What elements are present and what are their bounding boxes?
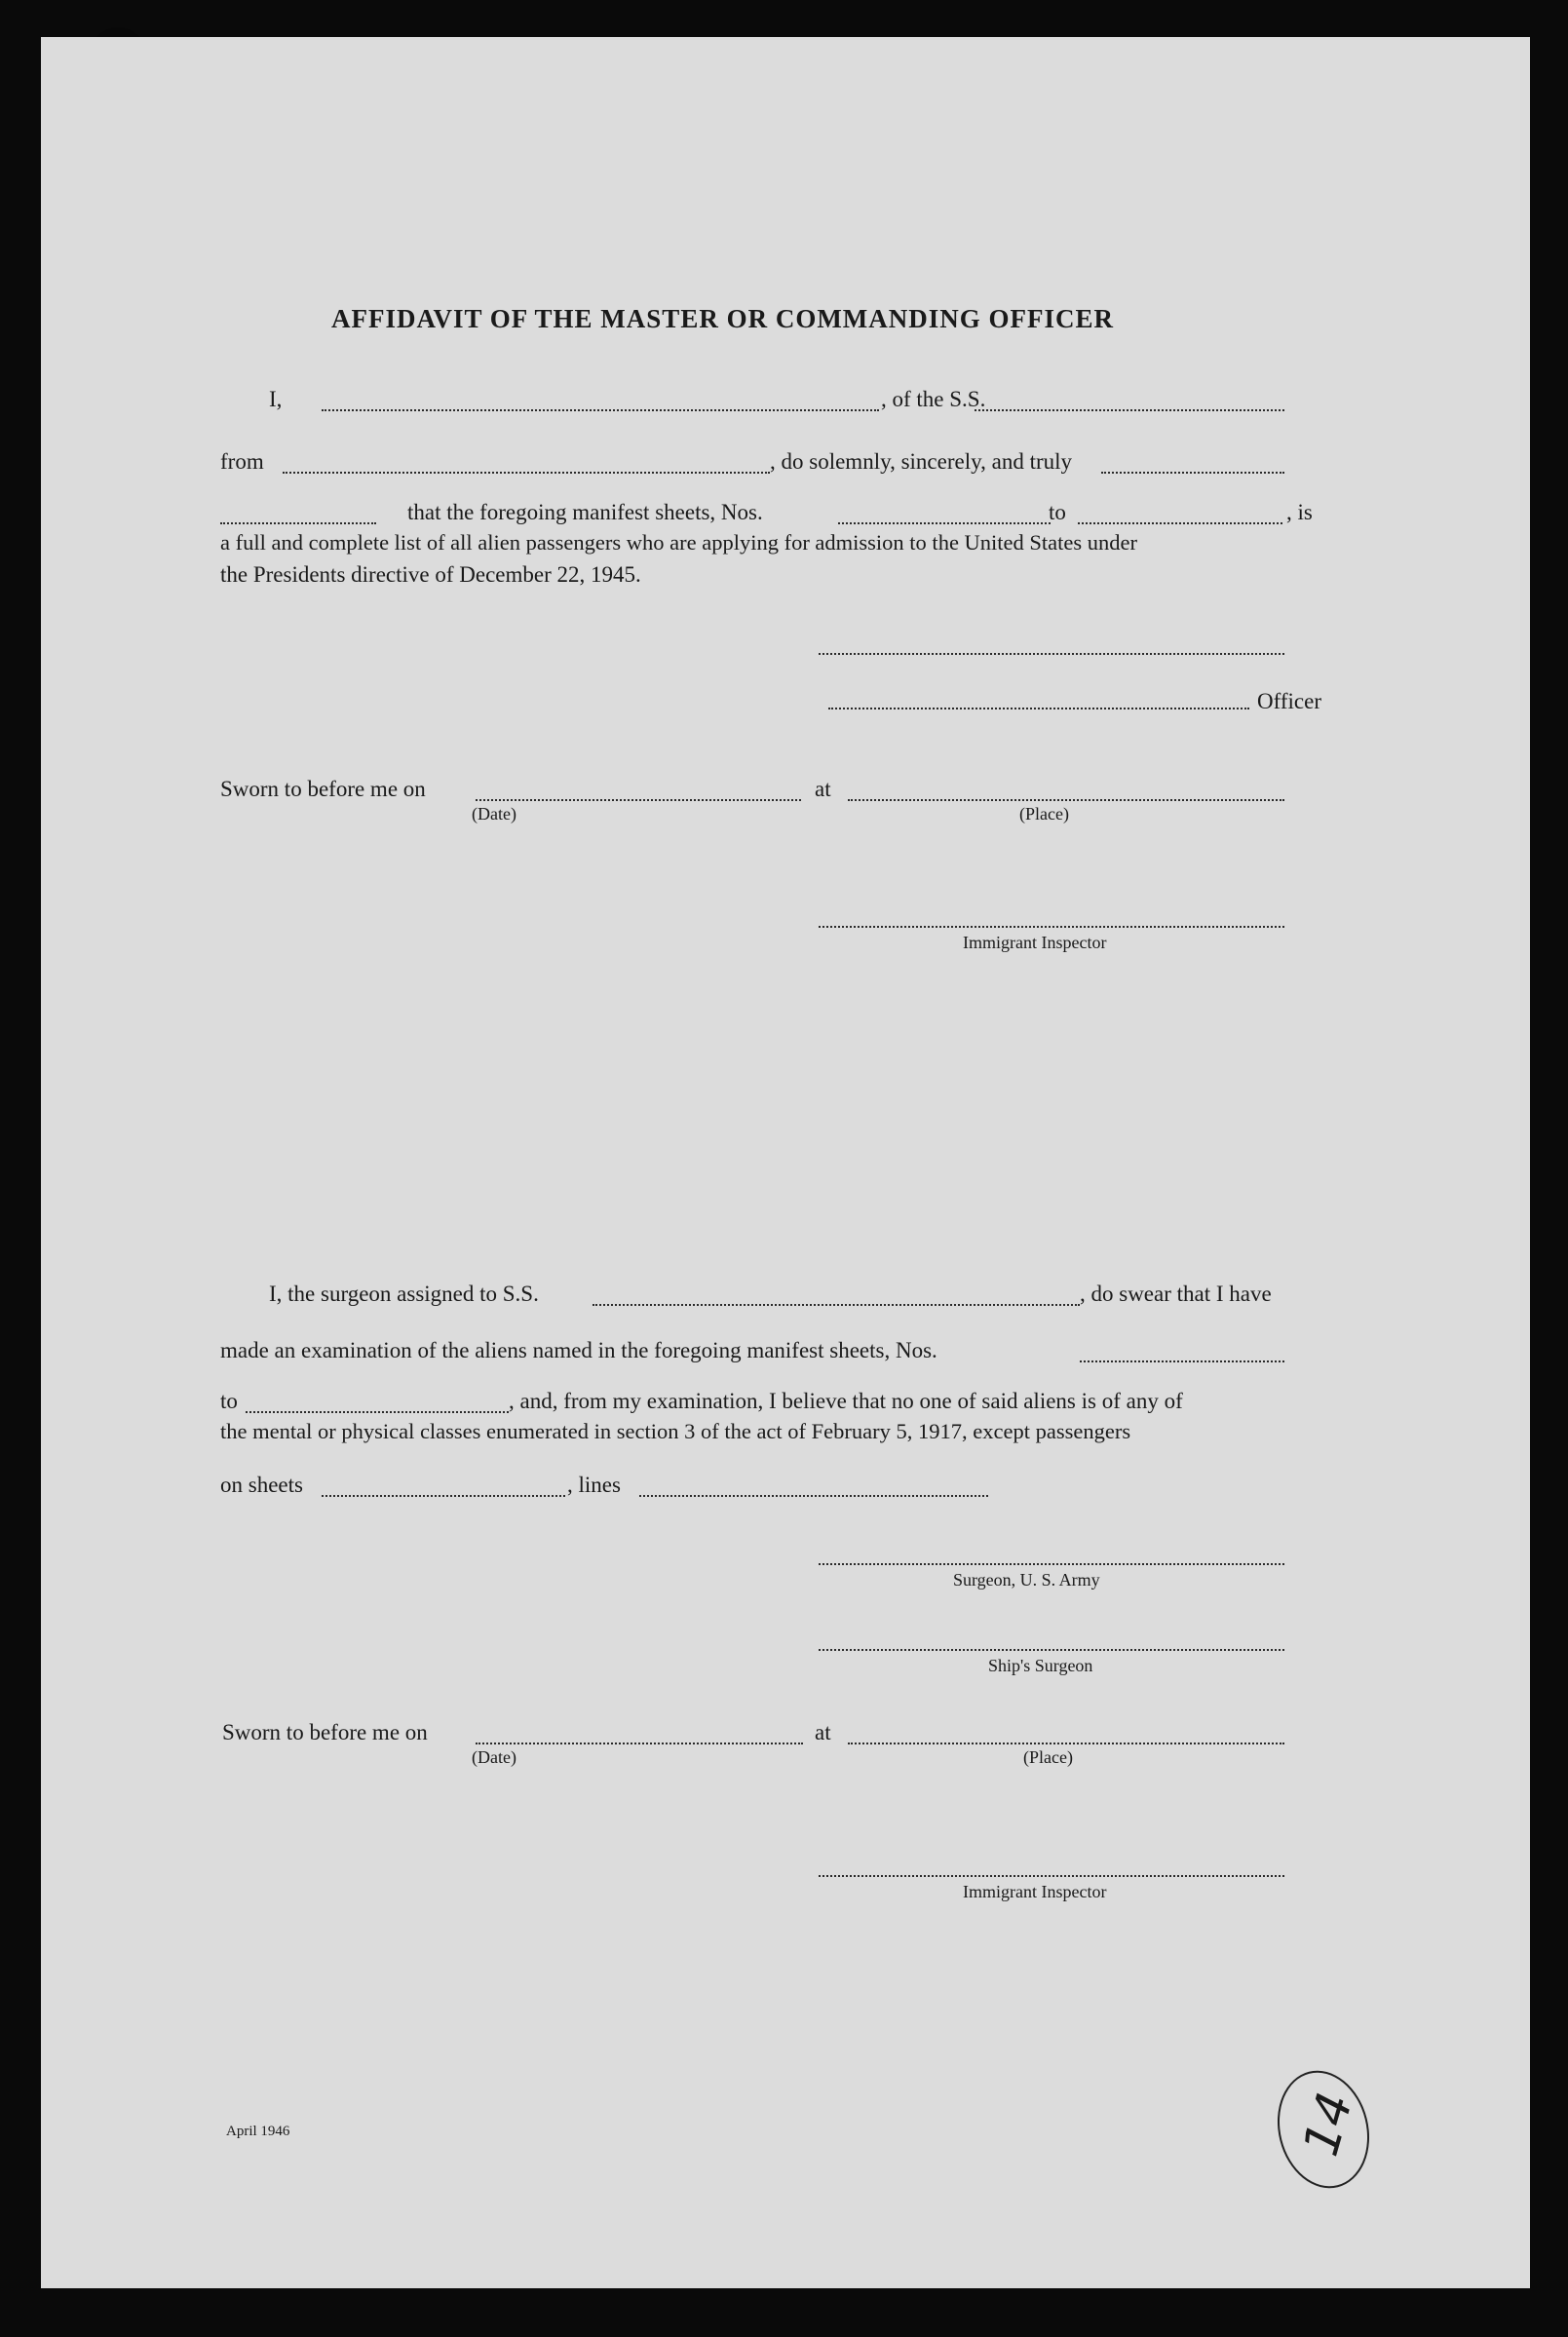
master-place-caption: (Place) [1019,804,1069,824]
master-sworn-label: Sworn to before me on [220,777,426,801]
surgeon-examination-text: made an examination of the aliens named in the foregoing manifest sheets, Nos. [220,1338,937,1362]
surgeon-sworn-label: Sworn to before me on [222,1720,428,1744]
surgeon-sworn-place-field[interactable] [848,1743,1284,1744]
surgeon-except-lines-field[interactable] [639,1495,988,1497]
surgeon-to-label: to [220,1389,238,1413]
surgeon-sworn-date-field[interactable] [476,1743,803,1744]
surgeon-sheets-from-field[interactable] [1080,1360,1284,1362]
affidavit-form [41,37,1530,2288]
master-sheets-from-field[interactable] [838,522,1051,524]
master-affirm-field[interactable] [220,522,376,524]
master-is-label: , is [1286,500,1313,524]
master-i-label: I, [269,387,283,411]
surgeon-lines-label: , lines [567,1473,621,1497]
surgeon-place-caption: (Place) [1023,1747,1073,1767]
surgeon-sheets-to-field[interactable] [246,1411,509,1413]
master-sheets-to-field[interactable] [1078,522,1282,524]
master-signature-line[interactable] [819,653,1284,655]
master-statement-line: a full and complete list of all alien passengers who are applying for admission to the United States under [220,530,1138,555]
army-surgeon-signature-field[interactable] [819,1563,1284,1565]
surgeon-intro-text: I, the surgeon assigned to S.S. [269,1282,539,1306]
master-from-field[interactable] [283,472,770,474]
master-ss-label: , of the S.S. [881,387,986,411]
ship-surgeon-label: Ship's Surgeon [988,1656,1093,1675]
master-inspector-label: Immigrant Inspector [963,933,1107,952]
ship-surgeon-signature-field[interactable] [819,1649,1284,1651]
surgeon-date-caption: (Date) [472,1747,516,1767]
surgeon-inspector-signature-field[interactable] [819,1875,1284,1877]
master-inspector-signature-field[interactable] [819,926,1284,928]
master-name-field[interactable] [322,409,879,411]
master-solemnly-text: , do solemnly, sincerely, and truly [770,449,1073,474]
handwritten-page-number: 14 [1266,2061,1382,2199]
master-to-label: to [1049,500,1066,524]
army-surgeon-label: Surgeon, U. S. Army [953,1570,1100,1590]
master-statement-line: the Presidents directive of December 22, 1945. [220,562,641,587]
surgeon-swear-text: , do swear that I have [1080,1282,1272,1306]
master-sworn-place-field[interactable] [848,799,1284,801]
page-title: AFFIDAVIT OF THE MASTER OR COMMANDING OFFICER [331,304,1115,333]
surgeon-classes-text: the mental or physical classes enumerated in section 3 of the act of February 5, 1917, except passengers [220,1419,1131,1443]
master-from-label: from [220,449,264,474]
master-manifest-text: that the foregoing manifest sheets, Nos. [407,500,763,524]
surgeon-at-label: at [815,1720,831,1744]
master-date-caption: (Date) [472,804,516,824]
form-date: April 1946 [226,2124,290,2139]
officer-label: Officer [1257,689,1321,713]
master-at-label: at [815,777,831,801]
officer-signature-field[interactable] [828,708,1249,709]
surgeon-inspector-label: Immigrant Inspector [963,1882,1107,1901]
master-sworn-date-field[interactable] [476,799,801,801]
surgeon-belief-text: , and, from my examination, I believe that no one of said aliens is of any of [509,1389,1183,1413]
surgeon-except-sheets-field[interactable] [322,1495,565,1497]
master-ship-field[interactable] [975,409,1284,411]
surgeon-sheets-label: on sheets [220,1473,303,1497]
master-oath-field[interactable] [1101,472,1284,474]
surgeon-ship-field[interactable] [593,1304,1080,1306]
